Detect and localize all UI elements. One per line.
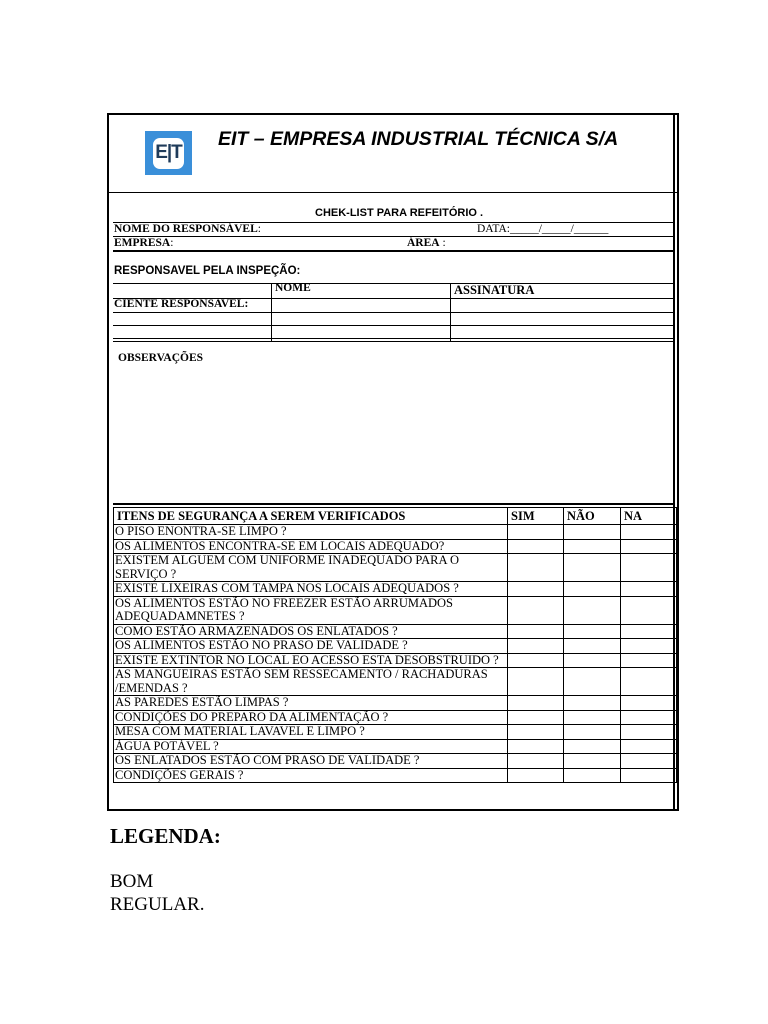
checkbox-nao[interactable] (564, 725, 621, 740)
checkbox-na[interactable] (621, 653, 677, 668)
observacoes-area[interactable] (115, 367, 673, 501)
area-row (407, 237, 446, 249)
responsavel-row (114, 223, 261, 235)
checkbox-sim[interactable] (508, 554, 564, 582)
checkbox-na[interactable] (621, 739, 677, 754)
checkbox-na[interactable] (621, 596, 677, 624)
responsavel-label: NOME DO RESPONSÁVEL (114, 223, 258, 235)
checklist-item-text: MESA COM MATERIAL LAVAVEL E LIMPO ? (114, 725, 508, 740)
checkbox-nao[interactable] (564, 739, 621, 754)
form-title: CHEK-LIST PARA REFEITÓRIO . (315, 207, 484, 219)
checkbox-sim[interactable] (508, 696, 564, 711)
divider (113, 283, 673, 284)
checkbox-nao[interactable] (564, 754, 621, 769)
empresa-label: EMPRESA (114, 237, 171, 249)
checkbox-na[interactable] (621, 668, 677, 696)
checklist-item-text: OS ENLATADOS ESTÃO COM PRASO DE VALIDADE ? (114, 754, 508, 769)
header-na: NA (621, 508, 677, 525)
table-row (114, 725, 677, 740)
checklist-item-text: OS ALIMENTOS ESTÃO NO PRASO DE VALIDADE ? (114, 639, 508, 654)
checkbox-nao[interactable] (564, 525, 621, 540)
checkbox-na[interactable] (621, 639, 677, 654)
checkbox-sim[interactable] (508, 525, 564, 540)
table-row (114, 596, 677, 624)
table-row (114, 668, 677, 696)
checkbox-nao[interactable] (564, 582, 621, 597)
checkbox-sim[interactable] (508, 624, 564, 639)
checkbox-sim[interactable] (508, 653, 564, 668)
checkbox-nao[interactable] (564, 668, 621, 696)
col-assinatura: ASSINATURA (454, 283, 535, 297)
column-divider (450, 283, 451, 341)
checkbox-nao[interactable] (564, 768, 621, 783)
checkbox-sim[interactable] (508, 710, 564, 725)
checkbox-nao[interactable] (564, 554, 621, 582)
header-nao: NÃO (564, 508, 621, 525)
legend-item-regular: REGULAR. (110, 894, 205, 915)
table-row (114, 653, 677, 668)
checkbox-na[interactable] (621, 582, 677, 597)
checklist-item-text: AS PAREDES ESTÃO LIMPAS ? (114, 696, 508, 711)
logo-mark: E|T (153, 138, 184, 169)
table-row (114, 525, 677, 540)
checklist-item-text: O PISO ENONTRA-SE LIMPO ? (114, 525, 508, 540)
table-row (114, 696, 677, 711)
checklist-item-text: CONDIÇÕES GERAIS ? (114, 768, 508, 783)
form-header (109, 115, 677, 193)
checklist-table (113, 507, 677, 783)
responsavel-colon: : (257, 223, 261, 235)
checklist-item-text: AS MANGUEIRAS ESTÃO SEM RESSECAMENTO / RACHADURAS /EMENDAS ? (114, 668, 508, 696)
area-colon: : (439, 237, 446, 249)
checkbox-na[interactable] (621, 554, 677, 582)
company-name: EIT – EMPRESA INDUSTRIAL TÉCNICA S/A (218, 128, 619, 150)
checkbox-na[interactable] (621, 710, 677, 725)
checklist-form (107, 113, 679, 811)
checkbox-sim[interactable] (508, 668, 564, 696)
ciente-assinatura-field[interactable] (453, 299, 673, 312)
checkbox-na[interactable] (621, 525, 677, 540)
checkbox-na[interactable] (621, 725, 677, 740)
table-row (114, 710, 677, 725)
table-row (114, 754, 677, 769)
divider (113, 250, 673, 252)
checklist-item-text: OS ALIMENTOS ESTÃO NO FREEZER ESTÃO ARRUMADOS ADEQUADAMNETES ? (114, 596, 508, 624)
header-itens: ITENS DE SEGURANÇA A SEREM VERIFICADOS (114, 508, 508, 525)
table-row (114, 624, 677, 639)
inspecao-label: RESPONSAVEL PELA INSPEÇÃO: (114, 265, 301, 277)
checkbox-nao[interactable] (564, 710, 621, 725)
checklist-body (114, 525, 677, 783)
checklist-item-text: OS ALIMENTOS ENCONTRA-SE EM LOCAIS ADEQUADO? (114, 539, 508, 554)
checkbox-sim[interactable] (508, 725, 564, 740)
checkbox-na[interactable] (621, 754, 677, 769)
checklist-item-text: EXISTE LIXEIRAS COM TAMPA NOS LOCAIS ADEQUADOS ? (114, 582, 508, 597)
checklist-item-text: ÁGUA POTÁVEL ? (114, 739, 508, 754)
checkbox-nao[interactable] (564, 596, 621, 624)
divider (113, 312, 673, 313)
ciente-nome-field[interactable] (274, 299, 449, 312)
checkbox-na[interactable] (621, 768, 677, 783)
checkbox-nao[interactable] (564, 639, 621, 654)
legend-title: LEGENDA: (110, 824, 221, 848)
checkbox-na[interactable] (621, 624, 677, 639)
checkbox-sim[interactable] (508, 754, 564, 769)
empresa-row (114, 237, 173, 249)
header-sim: SIM (508, 508, 564, 525)
empresa-colon: : (170, 237, 174, 249)
checkbox-sim[interactable] (508, 768, 564, 783)
checklist-item-text: EXISTEM ALGUEM COM UNIFORME INADEQUADO PARA O SERVIÇO ? (114, 554, 508, 582)
divider (113, 338, 673, 339)
column-divider (271, 283, 272, 341)
table-row (114, 539, 677, 554)
company-logo (145, 131, 192, 175)
checkbox-sim[interactable] (508, 639, 564, 654)
checkbox-na[interactable] (621, 696, 677, 711)
checkbox-nao[interactable] (564, 624, 621, 639)
checkbox-nao[interactable] (564, 653, 621, 668)
checkbox-na[interactable] (621, 539, 677, 554)
divider (113, 325, 673, 326)
ciente-label: CIENTE RESPONSAVEL: (114, 298, 249, 310)
checkbox-sim[interactable] (508, 596, 564, 624)
table-row (114, 768, 677, 783)
divider (113, 341, 673, 342)
table-row (114, 739, 677, 754)
checklist-item-text: CONDIÇÕES DO PREPARO DA ALIMENTAÇÃO ? (114, 710, 508, 725)
checkbox-sim[interactable] (508, 582, 564, 597)
checklist-item-text: EXISTE EXTINTOR NO LOCAL EO ACESSO ESTA DESOBSTRUIDO ? (114, 653, 508, 668)
observacoes-label: OBSERVAÇÕES (118, 352, 204, 364)
checkbox-nao[interactable] (564, 539, 621, 554)
checklist-item-text: COMO ESTÃO ARMAZENADOS OS ENLATADOS ? (114, 624, 508, 639)
col-nome: NOME (275, 282, 311, 294)
divider (113, 503, 673, 505)
checkbox-sim[interactable] (508, 739, 564, 754)
table-header-row (114, 508, 677, 525)
table-row (114, 639, 677, 654)
area-label: ÁREA (407, 237, 440, 249)
checkbox-nao[interactable] (564, 696, 621, 711)
divider (113, 236, 673, 237)
legend-item-bom: BOM (110, 871, 154, 892)
table-row (114, 582, 677, 597)
data-field[interactable]: DATA:_____/_____/______ (477, 223, 609, 235)
checkbox-sim[interactable] (508, 539, 564, 554)
table-row (114, 554, 677, 582)
